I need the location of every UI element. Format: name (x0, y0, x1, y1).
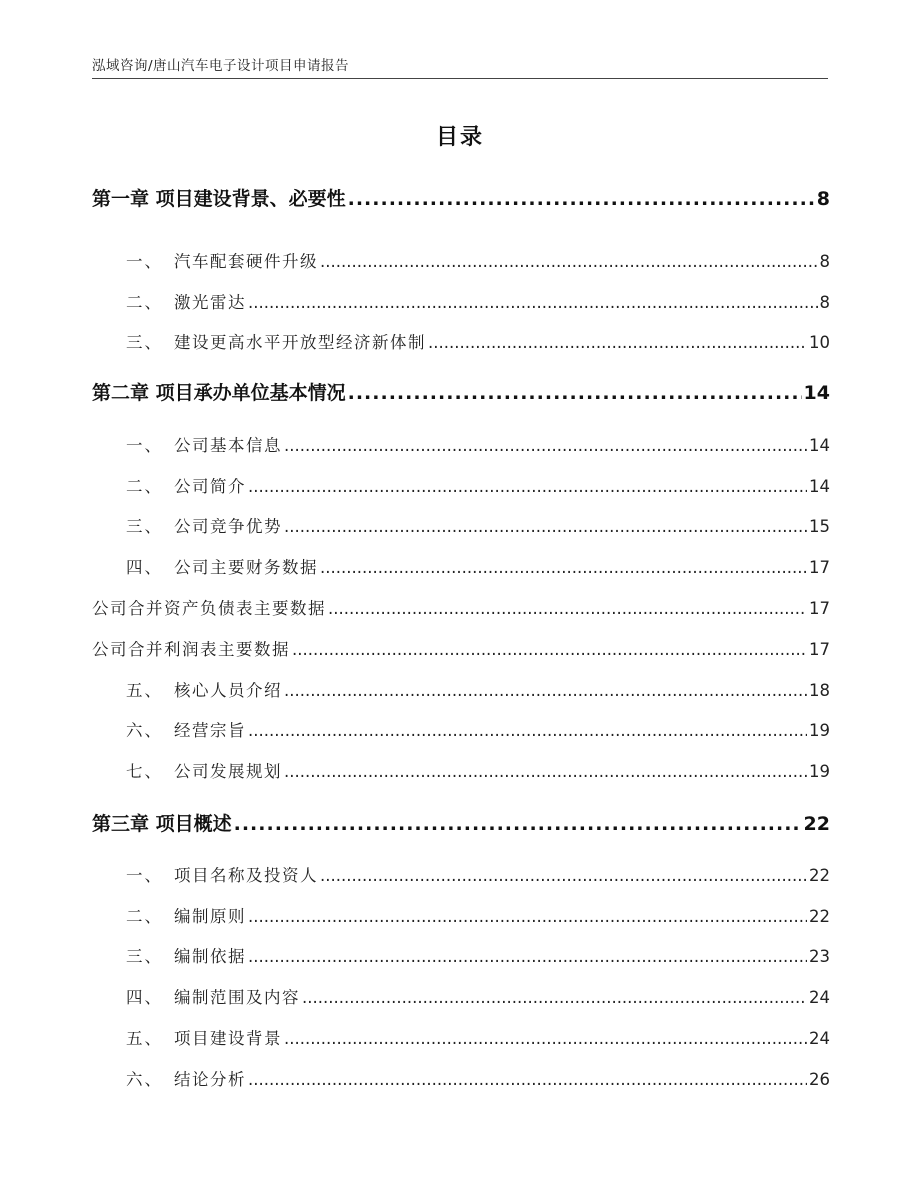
toc-entry-title: 公司竞争优势 (174, 517, 282, 536)
toc-page-number: 22 (803, 813, 830, 835)
toc-page-number: 14 (803, 382, 830, 404)
toc-chapter-1[interactable] (92, 184, 830, 211)
toc-section[interactable] (92, 595, 830, 619)
toc-section-number: 一、 (126, 866, 163, 885)
toc-section[interactable] (92, 862, 830, 886)
toc-section-number: 五、 (126, 1029, 163, 1048)
toc-leader (348, 382, 802, 404)
toc-leader (248, 477, 807, 496)
toc-section[interactable] (92, 984, 830, 1008)
toc-chapter-2[interactable] (92, 378, 830, 405)
toc-section-number: 四、 (126, 558, 163, 577)
toc-leader (320, 252, 818, 271)
toc-entry-title: 第三章 项目概述 (92, 813, 232, 835)
toc-entry-title: 经营宗旨 (174, 721, 246, 740)
toc-leader (428, 333, 807, 352)
toc-entry-title: 编制范围及内容 (174, 988, 300, 1007)
toc-entry-title: 核心人员介绍 (174, 681, 282, 700)
toc-section[interactable] (92, 248, 830, 272)
toc-section-number: 二、 (126, 477, 163, 496)
toc-section-number: 六、 (126, 721, 163, 740)
toc-section[interactable] (92, 717, 830, 741)
toc-section[interactable] (92, 329, 830, 353)
toc-entry-title: 结论分析 (174, 1070, 246, 1089)
toc-entry-title: 第二章 项目承办单位基本情况 (92, 382, 346, 404)
toc-leader (248, 293, 818, 312)
toc-entry-title: 公司合并资产负债表主要数据 (92, 599, 326, 618)
toc-section-number: 五、 (126, 681, 163, 700)
toc-leader (248, 721, 807, 740)
toc-entry-title: 激光雷达 (174, 293, 246, 312)
toc-page-number: 17 (809, 640, 830, 659)
toc-leader (284, 517, 807, 536)
toc-page-number: 22 (809, 866, 830, 885)
toc-entry-title: 第一章 项目建设背景、必要性 (92, 188, 346, 210)
toc-page-number: 24 (809, 988, 830, 1007)
toc-entry-title: 公司简介 (174, 477, 246, 496)
toc-section-number: 四、 (126, 988, 163, 1007)
toc-section-number: 七、 (126, 762, 163, 781)
toc-section-number: 三、 (126, 947, 163, 966)
toc-leader (292, 640, 807, 659)
toc-entry-title: 汽车配套硬件升级 (174, 252, 318, 271)
toc-page-number: 18 (809, 681, 830, 700)
running-header: 泓域咨询/唐山汽车电子设计项目申请报告 (92, 58, 350, 74)
toc-section[interactable] (92, 1066, 830, 1090)
toc-section-number: 三、 (126, 517, 163, 536)
toc-entry-title: 公司发展规划 (174, 762, 282, 781)
toc-page-number: 26 (809, 1070, 830, 1089)
toc-section[interactable] (92, 513, 830, 537)
toc-page-number: 10 (809, 333, 830, 352)
toc-entry-title: 编制原则 (174, 907, 246, 926)
toc-chapter-3[interactable] (92, 809, 830, 836)
toc-entry-title: 公司基本信息 (174, 436, 282, 455)
toc-leader (234, 813, 802, 835)
toc-section-number: 二、 (126, 293, 163, 312)
toc-section[interactable] (92, 758, 830, 782)
toc-leader (320, 558, 807, 577)
toc-entry-title: 公司主要财务数据 (174, 558, 318, 577)
toc-title: 目录 (435, 125, 484, 150)
toc-leader (284, 1029, 807, 1048)
toc-page-number: 17 (809, 558, 830, 577)
toc-section-number: 一、 (126, 436, 163, 455)
toc-section[interactable] (92, 903, 830, 927)
toc-section[interactable] (92, 554, 830, 578)
toc-section-number: 一、 (126, 252, 163, 271)
toc-leader (248, 907, 807, 926)
header-divider (92, 78, 828, 79)
toc-section[interactable] (92, 636, 830, 660)
toc-page-number: 17 (809, 599, 830, 618)
toc-leader (248, 1070, 807, 1089)
toc-page-number: 19 (809, 762, 830, 781)
toc-section[interactable] (92, 432, 830, 456)
toc-entry-title: 项目名称及投资人 (174, 866, 318, 885)
toc-leader (348, 188, 815, 210)
toc-page-number: 14 (809, 477, 830, 496)
toc-page-number: 8 (819, 293, 830, 312)
toc-section[interactable] (92, 473, 830, 497)
toc-leader (320, 866, 807, 885)
toc-leader (302, 988, 807, 1007)
toc-page-number: 24 (809, 1029, 830, 1048)
toc-section[interactable] (92, 943, 830, 967)
toc-section-number: 二、 (126, 907, 163, 926)
toc-section-number: 三、 (126, 333, 163, 352)
toc-page-number: 14 (809, 436, 830, 455)
toc-entry-title: 公司合并利润表主要数据 (92, 640, 290, 659)
toc-entry-title: 项目建设背景 (174, 1029, 282, 1048)
toc-leader (248, 947, 807, 966)
toc-section-number: 六、 (126, 1070, 163, 1089)
toc-page-number: 19 (809, 721, 830, 740)
toc-leader (284, 762, 807, 781)
toc-entry-title: 建设更高水平开放型经济新体制 (174, 333, 426, 352)
toc-leader (328, 599, 807, 618)
toc-page-number: 15 (809, 517, 830, 536)
toc-section[interactable] (92, 289, 830, 313)
toc-page-number: 23 (809, 947, 830, 966)
toc-page-number: 8 (819, 252, 830, 271)
toc-section[interactable] (92, 1025, 830, 1049)
toc-page-number: 22 (809, 907, 830, 926)
toc-page-number: 8 (816, 188, 830, 210)
toc-leader (284, 436, 807, 455)
toc-leader (284, 681, 807, 700)
toc-section[interactable] (92, 677, 830, 701)
toc-entry-title: 编制依据 (174, 947, 246, 966)
